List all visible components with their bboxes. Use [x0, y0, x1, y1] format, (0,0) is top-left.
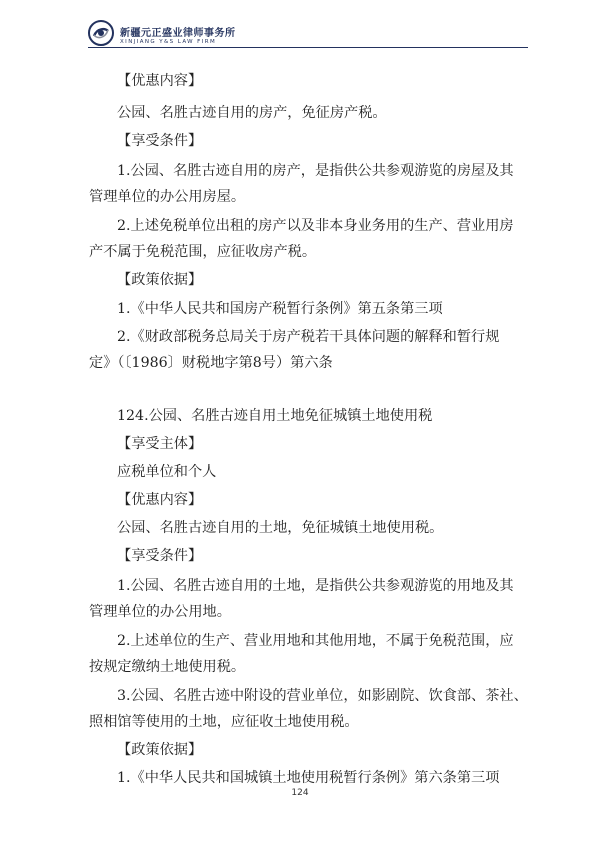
item-title: 124.公园、名胜古迹自用土地免征城镇土地使用税 — [117, 408, 433, 424]
section-heading: 【优惠内容】 — [117, 492, 203, 508]
paragraph-line: 2.《财政部税务总局关于房产税若干具体问题的解释和暂行规 — [117, 329, 500, 345]
section-heading: 【优惠内容】 — [117, 73, 203, 89]
firm-logo-icon — [88, 20, 114, 46]
paragraph-line: 应税单位和个人 — [117, 464, 217, 480]
paragraph-line: 产不属于免税范围，应征收房产税。 — [89, 244, 317, 260]
paragraph-line: 1.公园、名胜古迹自用的房产，是指供公共参观游览的房屋及其 — [117, 163, 514, 179]
paragraph-line: 公园、名胜古迹自用的房产，免征房产税。 — [117, 105, 387, 121]
section-heading: 【享受条件】 — [117, 133, 203, 149]
paragraph-line: 管理单位的办公用房屋。 — [89, 189, 246, 205]
paragraph-line: 1.公园、名胜古迹自用的土地，是指供公共参观游览的用地及其 — [117, 578, 514, 594]
paragraph-line: 1.《中华人民共和国房产税暂行条例》第五条第三项 — [117, 301, 443, 317]
paragraph-line: 按规定缴纳土地使用税。 — [89, 659, 246, 675]
firm-name-en: XINJIANG Y&S LAW FIRM — [120, 39, 217, 45]
section-heading: 【享受条件】 — [117, 548, 203, 564]
paragraph-line: 2.上述单位的生产、营业用地和其他用地，不属于免税范围，应 — [117, 633, 514, 649]
paragraph-line: 照相馆等使用的土地，应征收土地使用税。 — [89, 714, 359, 730]
paragraph-line: 管理单位的办公用地。 — [89, 604, 231, 620]
section-heading: 【政策依据】 — [117, 742, 203, 758]
firm-name-cn: 新疆元正盛业律师事务所 — [120, 28, 236, 39]
page-header — [88, 14, 528, 54]
paragraph-line: 2.上述免税单位出租的房产以及非本身业务用的生产、营业用房 — [117, 218, 514, 234]
header-divider — [88, 47, 528, 48]
section-heading: 【享受主体】 — [117, 436, 203, 452]
section-heading: 【政策依据】 — [117, 272, 203, 288]
paragraph-line: 1.《中华人民共和国城镇土地使用税暂行条例》第六条第三项 — [117, 770, 500, 786]
paragraph-line: 公园、名胜古迹自用的土地，免征城镇土地使用税。 — [117, 520, 444, 536]
page-number: 124 — [291, 788, 309, 798]
paragraph-line: 3.公园、名胜古迹中附设的营业单位，如影剧院、饮食部、茶社、 — [117, 688, 528, 704]
paragraph-line: 定》（〔1986〕财税地字第8号）第六条 — [89, 355, 333, 371]
